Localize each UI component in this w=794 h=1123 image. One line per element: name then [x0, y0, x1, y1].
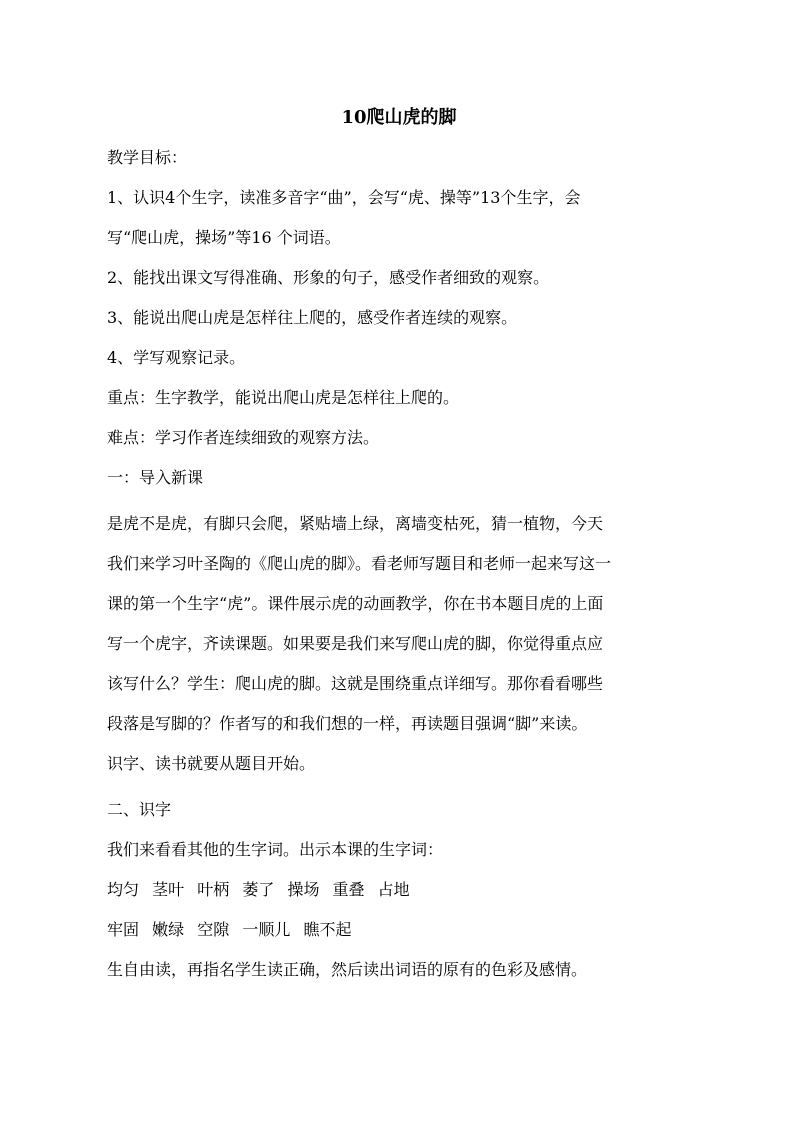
section-2-closing: 生自由读，再指名学生读正确，然后读出词语的原有的色彩及感情。 [107, 960, 588, 979]
vocab-word: 占地 [377, 880, 410, 899]
vocab-word: 萎了 [242, 880, 275, 899]
goal-4: 4、学写观察记录。 [107, 348, 246, 367]
section-1-line: 是虎不是虎，有脚只会爬，紧贴墙上绿，离墙变枯死，猜一植物，今天 [107, 514, 604, 533]
vocab-word: 一顺儿 [242, 920, 291, 939]
key-point: 重点：生字教学，能说出爬山虎是怎样往上爬的。 [107, 388, 460, 407]
vocab-word: 茎叶 [152, 880, 185, 899]
goal-2: 2、能找出课文写得准确、形象的句子，感受作者细致的观察。 [107, 268, 550, 287]
section-2-heading: 二、识字 [107, 800, 172, 819]
vocab-word: 均匀 [107, 880, 140, 899]
goal-1 [107, 184, 691, 252]
section-1-line: 该写什么？学生：爬山虎的脚。这就是围绕重点详细写。那你看看哪些 [107, 674, 604, 693]
word-list-row-2 [107, 916, 691, 944]
difficulty: 难点：学习作者连续细致的观察方法。 [107, 428, 380, 447]
section-1-line: 课的第一个生字“虎”。课件展示虎的动画教学，你在书本题目虎的上面 [107, 594, 604, 613]
section-1-heading: 一：导入新课 [107, 468, 204, 487]
goal-3: 3、能说出爬山虎是怎样往上爬的，感受作者连续的观察。 [107, 308, 518, 327]
section-1-line: 段落是写脚的？作者写的和我们想的一样，再读题目强调“脚”来读。 [107, 714, 588, 733]
vocab-word: 操场 [287, 880, 320, 899]
goals-heading: 教学目标： [107, 148, 188, 167]
vocab-word: 牢固 [107, 920, 140, 939]
section-1-body [107, 504, 691, 784]
vocab-word: 空隙 [197, 920, 230, 939]
section-1-line: 写一个虎字，齐读课题。如果要是我们来写爬山虎的脚，你觉得重点应 [107, 634, 604, 653]
vocab-word: 重叠 [332, 880, 365, 899]
goal-1-line-2: 写“爬山虎，操场”等16 个词语。 [107, 228, 341, 247]
section-1-line: 我们来学习叶圣陶的《爬山虎的脚》。看老师写题目和老师一起来写这一 [107, 554, 612, 573]
document-title: 10爬山虎的脚 [341, 107, 457, 128]
vocab-word: 嫩绿 [152, 920, 185, 939]
goal-1-line-1: 1、认识4个生字，读准多音字“曲”，会写“虎、操等”13个生字，会 [107, 188, 581, 207]
word-list-row-1 [107, 876, 691, 904]
section-2-intro: 我们来看看其他的生字词。出示本课的生字词： [107, 840, 444, 859]
vocab-word: 瞧不起 [303, 920, 352, 939]
vocab-word: 叶柄 [197, 880, 230, 899]
document-content [107, 106, 691, 996]
section-1-line: 识字、读书就要从题目开始。 [107, 754, 316, 773]
